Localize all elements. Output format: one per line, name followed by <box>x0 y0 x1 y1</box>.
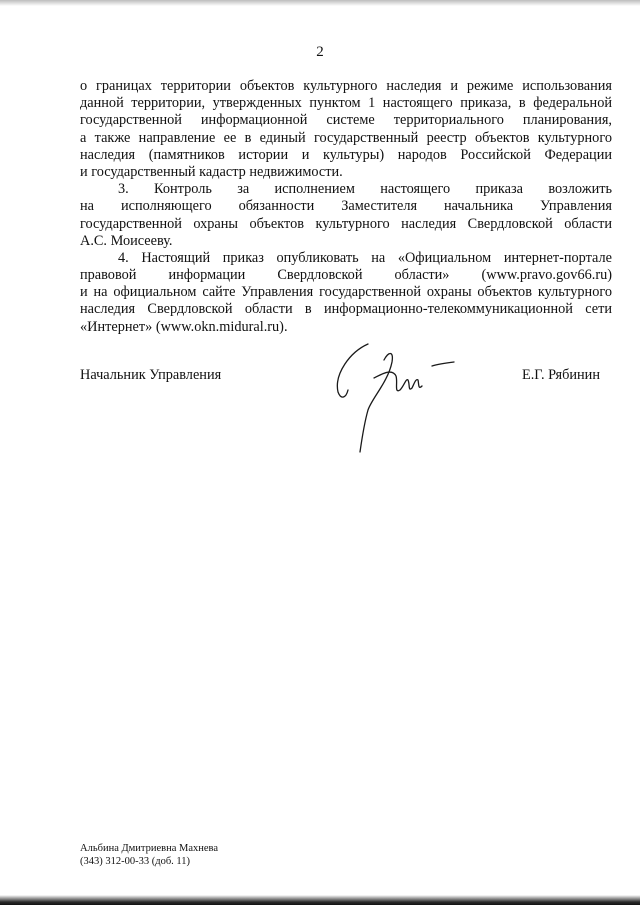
text-line: «Интернет» (www.okn.midural.ru). <box>80 318 288 335</box>
text-line: 3. Контроль за исполнением настоящего приказа возложить <box>118 181 612 198</box>
handwritten-signature <box>328 338 473 456</box>
text-line: А.С. Моисееву. <box>80 232 173 249</box>
text-line: наследия (памятников истории и культуры) народов Российской Федерации <box>80 146 612 163</box>
scan-edge-bottom <box>0 895 640 905</box>
signatory-title: Начальник Управления <box>80 367 222 383</box>
scan-edge-top <box>0 0 640 6</box>
signatory-name: Е.Г. Рябинин <box>522 367 600 383</box>
text-line: данной территории, утвержденных пунктом 1 настоящего приказа, в федеральной <box>80 95 612 112</box>
executor-name: Альбина Дмитриевна Махнева <box>80 843 219 854</box>
text-line: о границах территории объектов культурного наследия и режиме использования <box>80 78 612 94</box>
text-line: а также направление ее в единый государственный реестр объектов культурного <box>80 129 612 146</box>
text-line: наследия Свердловской области в информационно-телекоммуникационной сети <box>80 301 612 318</box>
text-line: государственной охраны объектов культурного наследия Свердловской области <box>80 215 612 232</box>
executor-footer <box>80 842 218 868</box>
text-line: и на официальном сайте Управления государственной охраны объектов культурного <box>80 284 612 301</box>
text-line: на исполняющего обязанности Заместителя начальника Управления <box>80 198 612 215</box>
text-line: правовой информации Свердловской области» (www.pravo.gov66.ru) <box>80 267 612 284</box>
document-body <box>80 78 612 336</box>
text-line: государственной информационной системе территориального планирования, <box>80 112 612 129</box>
executor-phone: (343) 312-00-33 (доб. 11) <box>80 856 191 867</box>
page-number: 2 <box>316 44 324 60</box>
text-line: 4. Настоящий приказ опубликовать на «Официальном интернет-портале <box>118 249 612 266</box>
text-line: и государственный кадастр недвижимости. <box>80 163 343 180</box>
